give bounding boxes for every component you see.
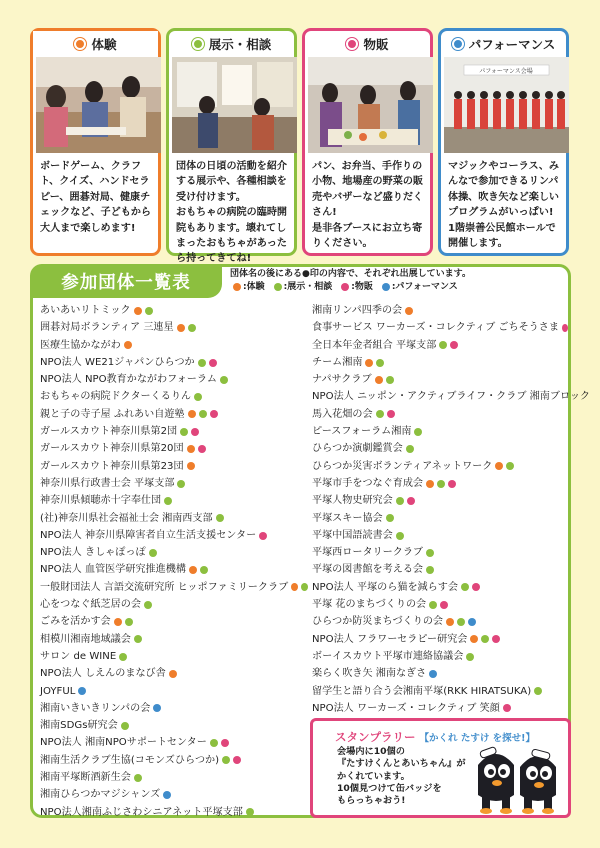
list-note-text: 団体名の後にある●印の内容で、それぞれ出展しています。 [230,269,471,279]
performance-dot-icon [382,283,390,291]
performance-dot-icon [429,670,437,678]
participant-name: 相模川湘南地域議会 [40,633,131,645]
participant-name: ガールスカウト神奈川県第23団 [40,460,184,472]
participant-row [40,596,308,613]
legend-item [379,281,458,294]
participant-row [40,492,308,509]
participant-row [40,544,308,561]
card-performance-body: マジックやコーラス、みんなで参加できるリンパ体操、吹き矢など楽しいプログラムがいっぱい! 1階崇善公民館ホールで開催します。 [448,161,560,250]
participant-name: 湘南平塚断酒新生会 [40,772,131,784]
participant-row [40,665,308,682]
participant-list-left [40,302,308,821]
participant-row [40,475,308,492]
tenji-dot-icon [198,359,206,367]
legend-label: :展示・相談 [283,281,333,292]
taiken-dot-icon [375,376,383,384]
participant-row [40,786,308,803]
participant-row [312,475,568,492]
participant-name: ごみを活かす会 [40,616,111,628]
buppan-dot-icon [259,532,267,540]
card-taiken-header [33,31,158,57]
buppan-dot-icon [407,497,415,505]
participant-list-title: 参加団体一覧表 [30,264,222,298]
participant-row [312,665,568,682]
card-tenji-body: 団体の日頃の活動を紹介する展示や、各種相談を受け付けます。 おもちゃの病院の臨時開院もあります。壊れてしまったおもちゃがあったら持ってきてね! [176,161,288,265]
participant-name: 湘南SDGs研究会 [40,720,118,732]
participant-name: NPO法人 ワーカーズ・コレクティブ 笑顔 [312,702,500,714]
participant-name: ひらつか演劇鑑賞会 [312,443,403,455]
card-taiken-title: 体験 [91,37,117,52]
participant-name: (社)神奈川県社会福祉士会 湘南西支部 [40,512,213,524]
participant-name: NPO法人 きしゃぽっぽ [40,547,146,559]
tenji-dot-icon [376,410,384,418]
taiken-dot-icon [169,670,177,678]
card-tenji [166,28,297,265]
stamp-rally-subtitle: 【かくれ たすけ を探せ!】 [419,733,535,744]
taiken-dot-icon [177,324,185,332]
buppan-dot-icon [341,283,349,291]
tenji-dot-icon [439,341,447,349]
card-buppan-header [305,31,430,57]
legend [230,281,471,294]
participant-name: サロン de WINE [40,650,117,662]
participant-row [312,510,568,527]
taiken-dot-icon [189,566,197,574]
participant-name: 神奈川県傾聴赤十字奉仕団 [40,495,162,507]
participant-name: NPO法人 平塚のら猫を減らす会 [312,581,458,593]
tenji-dot-icon [406,445,414,453]
tenji-dot-icon [200,566,208,574]
tenji-dot-icon [414,428,422,436]
participant-name: 湘南ひらつかマジシャンズ [40,789,161,801]
legend-item [338,281,373,294]
participant-name: ひらつか災害ボランティアネットワーク [312,460,493,472]
participant-name: 医療生協かながわ [40,339,121,351]
taiken-dot-icon [134,307,142,315]
participant-row [40,319,308,336]
participant-name: 心をつなぐ紙芝居の会 [40,599,141,611]
participant-name: ガールスカウト神奈川県第20団 [40,443,184,455]
participant-name: NPO法人 しえんのまなび舎 [40,668,166,680]
card-tenji-title: 展示・相談 [208,37,272,52]
participant-row [40,510,308,527]
card-buppan-body: パン、お弁当、手作りの小物、地場産の野菜の販売やバザーなど盛りだくさん! 是非各ブースにお立ち寄りください。 [312,161,424,250]
buppan-dot-icon [492,635,500,643]
taiken-dot-icon [187,462,195,470]
legend-item [271,281,333,294]
tenji-dot-icon [164,497,172,505]
performance-dot-icon [153,704,161,712]
participant-row [40,388,308,405]
participant-row [312,631,568,648]
participant-row [312,423,568,440]
taiken-dot-icon [233,283,241,291]
taiken-dot-icon [426,480,434,488]
tenji-dot-icon [119,653,127,661]
legend-label: :パフォーマンス [391,281,458,292]
performance-dot-icon [468,618,476,626]
mascot-characters-icon [468,735,566,817]
card-buppan-photo [308,57,427,153]
participant-row [40,527,308,544]
participant-row [312,544,568,561]
participant-name: 平塚市手をつなぐ育成会 [312,477,424,489]
card-buppan [302,28,433,256]
buppan-dot-icon [221,739,229,747]
performance-banner: パフォーマンス会場 [479,68,533,75]
card-performance-header [441,31,566,57]
card-performance-photo [444,57,563,153]
tenji-dot-icon [386,376,394,384]
participant-row [40,631,308,648]
participant-name: ナパサクラブ [312,374,372,386]
participant-row [40,458,308,475]
tenji-dot-icon [145,307,153,315]
legend-label: :体験 [243,281,265,292]
participant-row [312,700,568,717]
participant-row [40,440,308,457]
stamp-rally-body: 会場内に10個の 『たすけくんとあいちゃん』が かくれています。 10個見つけて缶バッジを もらっちゃおう! [337,746,466,807]
participant-row [312,302,568,319]
taiken-dot-icon [124,341,132,349]
card-buppan-title: 物販 [363,37,389,52]
participant-row [40,302,308,319]
participant-row [312,492,568,509]
buppan-dot-icon [562,324,568,332]
tenji-dot-icon [426,549,434,557]
participant-row [312,440,568,457]
buppan-dot-icon [233,756,241,764]
tenji-dot-icon [426,566,434,574]
taiken-dot-icon [470,635,478,643]
card-taiken-photo [36,57,155,153]
participant-row [40,561,308,578]
participant-name: ガールスカウト神奈川県第2団 [40,426,178,438]
tenji-dot-icon [220,376,228,384]
participant-row [40,423,308,440]
chorus-photo [444,57,569,153]
participant-name: 平塚西ロータリークラブ [312,547,424,559]
participant-row [40,683,308,700]
participant-name: 楽らく吹き矢 湘南なぎさ [312,668,427,680]
participant-row [312,388,591,405]
tenji-dot-icon [386,514,394,522]
tenji-dot-icon [429,601,437,609]
bullet-icon [192,38,204,50]
kids-crafts-photo [36,57,161,153]
participant-name: NPO法人湘南ふじさわシニアネット平塚支部 [40,806,243,818]
card-taiken-body: ボードゲーム、クラフト、クイズ、ハンドセラピー、囲碁対局、健康チェックなど、子どもから大人まで楽しめます! [40,161,152,234]
participant-name: 親と子の寺子屋 ふれあい自遊塾 [40,408,185,420]
buppan-dot-icon [387,410,395,418]
tenji-dot-icon [246,808,254,816]
tenji-dot-icon [437,480,445,488]
participant-name: おもちゃの病院ドクターくるりん [40,391,192,403]
tenji-dot-icon [194,393,202,401]
participant-name: NPO法人 WE21ジャパンひらつか [40,356,195,368]
participant-row [40,804,308,821]
participant-row [40,700,308,717]
buppan-dot-icon [472,583,480,591]
participant-name: あいあいリトミック [40,305,131,316]
participant-row [312,527,568,544]
card-tenji-photo [172,57,291,153]
participant-name: NPO法人 血管医学研究推進機構 [40,564,186,576]
tenji-dot-icon [461,583,469,591]
participant-row [312,337,568,354]
participant-row [312,406,568,423]
stamp-rally-box [310,718,571,818]
tenji-dot-icon [121,722,129,730]
participant-name: NPO法人 ニッポン・アクティブライフ・クラブ 湘南ブロック [312,391,591,403]
taiken-dot-icon [405,307,413,315]
tenji-dot-icon [301,583,308,591]
participant-row [312,683,568,700]
buppan-dot-icon [209,359,217,367]
participant-name: 一般財団法人 言語交流研究所 ヒッポファミリークラブ [40,581,289,593]
tenji-dot-icon [125,618,133,626]
buppan-dot-icon [440,601,448,609]
participant-name: 湘南生活クラブ生協(コモンズひらつか) [40,754,220,766]
card-taiken [30,28,161,256]
buppan-dot-icon [191,428,199,436]
participant-list-note [230,268,471,293]
participant-row [312,319,568,336]
participant-row [40,579,308,596]
participant-name: 留学生と語り合う会湘南平塚(RKK HIRATSUKA) [312,685,532,697]
participant-row [40,752,308,769]
bullet-icon [346,38,358,50]
participant-row [312,458,568,475]
performance-dot-icon [163,791,171,799]
participant-row [312,596,568,613]
participant-name: 馬入花畑の会 [312,408,373,420]
tenji-dot-icon [216,514,224,522]
participant-row [312,354,568,371]
taiken-dot-icon [365,359,373,367]
participant-name: 湘南リンパ四季の会 [312,305,403,316]
tenji-dot-icon [210,739,218,747]
participant-name: 平塚中国語読書会 [312,529,393,541]
participant-name: NPO法人 NPO教育かながわフォーラム [40,374,217,386]
card-performance [438,28,569,256]
participant-row [40,648,308,665]
taiken-dot-icon [291,583,298,591]
participant-name: 湘南いきいきリンパの会 [40,702,151,714]
participant-name: 全日本年金者組合 平塚支部 [312,339,437,351]
participant-row [40,354,308,371]
legend-label: :物販 [351,281,373,292]
participant-row [312,371,568,388]
tenji-dot-icon [396,532,404,540]
participant-name: 神奈川県行政書士会 平塚支部 [40,477,175,489]
tenji-dot-icon [396,497,404,505]
participant-name: JOYFUL [40,685,76,697]
legend-item [230,281,265,294]
taiken-dot-icon [495,462,503,470]
participant-row [40,613,308,630]
participant-row [312,579,568,596]
tenji-dot-icon [376,359,384,367]
participant-name: NPO法人 神奈川県障害者自立生活支援センター [40,529,257,541]
stamp-rally-title-text: スタンプラリー [335,730,416,744]
tenji-dot-icon [144,601,152,609]
taiken-dot-icon [187,445,195,453]
participant-name: ピースフォーラム湘南 [312,426,412,438]
participant-name: 平塚の図書館を考える会 [312,564,424,576]
participant-name: 食事サービス ワーカーズ・コレクティブ ごちそうさま [312,322,559,334]
tenji-dot-icon [466,653,474,661]
taiken-dot-icon [446,618,454,626]
participant-name: NPO法人 フラワーセラピー研究会 [312,633,468,645]
buppan-dot-icon [448,480,456,488]
tenji-dot-icon [222,756,230,764]
participant-name: ボーイスカウト平塚市連絡協議会 [312,650,464,662]
participant-name: 平塚人物史研究会 [312,495,393,507]
participant-name: 囲碁対局ボランティア 三連星 [40,322,174,334]
participant-name: NPO法人 湘南NPOサポートセンター [40,737,207,749]
tenji-dot-icon [134,774,142,782]
tenji-dot-icon [506,462,514,470]
market-photo [308,57,433,153]
tenji-dot-icon [149,549,157,557]
tenji-dot-icon [199,410,207,418]
participant-row [40,406,308,423]
tenji-dot-icon [188,324,196,332]
participant-row [40,769,308,786]
participant-row [40,734,308,751]
exhibit-photo [172,57,297,153]
taiken-dot-icon [114,618,122,626]
participant-list-right [312,302,591,717]
participant-row [312,561,568,578]
tenji-dot-icon [534,687,542,695]
buppan-dot-icon [210,410,218,418]
participant-name: 平塚 花のまちづくりの会 [312,599,427,611]
tenji-dot-icon [177,480,185,488]
bullet-icon [452,38,464,50]
participant-name: 平塚スキー協会 [312,512,383,524]
participant-row [312,648,568,665]
performance-dot-icon [78,687,86,695]
tenji-dot-icon [180,428,188,436]
buppan-dot-icon [198,445,206,453]
tenji-dot-icon [481,635,489,643]
tenji-dot-icon [274,283,282,291]
participant-row [312,613,568,630]
participant-name: ひらつか防災まちづくりの会 [312,616,444,628]
taiken-dot-icon [188,410,196,418]
tenji-dot-icon [134,635,142,643]
card-performance-title: パフォーマンス [468,37,556,52]
bullet-icon [74,38,86,50]
participant-name: チーム湘南 [312,356,363,368]
tenji-dot-icon [457,618,465,626]
card-tenji-header [169,31,294,57]
buppan-dot-icon [450,341,458,349]
participant-row [40,717,308,734]
buppan-dot-icon [503,704,511,712]
participant-row [40,371,308,388]
participant-row [40,337,308,354]
